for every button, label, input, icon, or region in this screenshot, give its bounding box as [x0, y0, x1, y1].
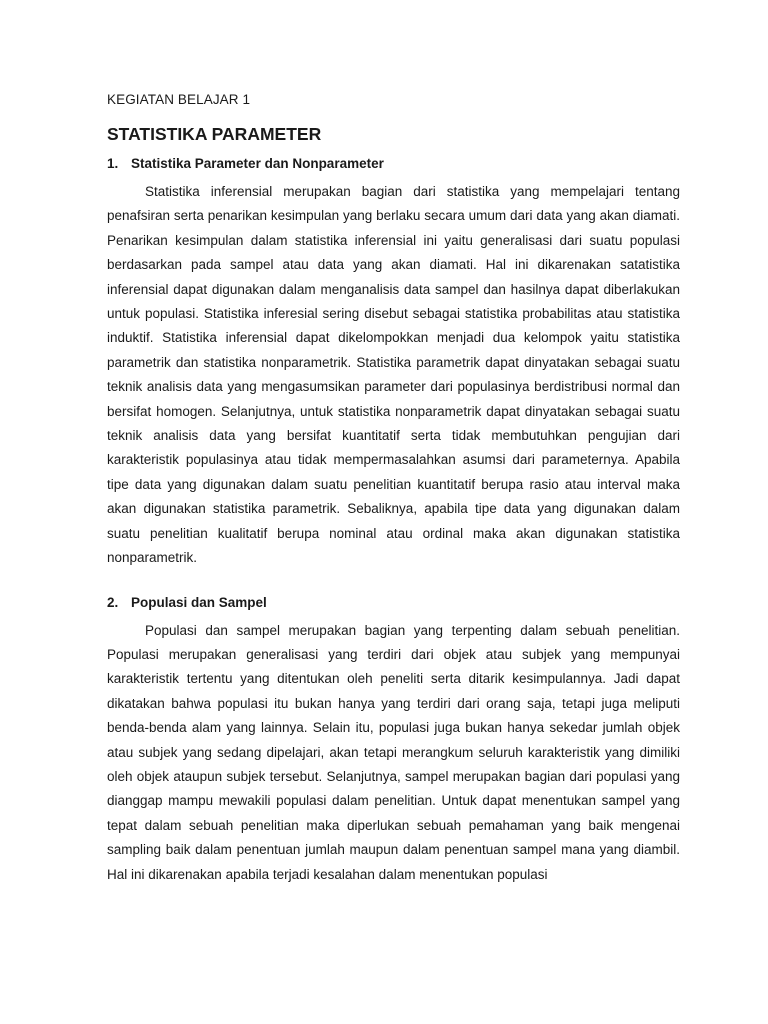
- section-number: 1.: [107, 156, 119, 171]
- section-paragraph: Populasi dan sampel merupakan bagian yang terpenting dalam sebuah penelitian. Populasi merupakan generalisasi yang terdiri dari objek atau subjek yang mempunyai karakteristik tertentu yang ditentukan oleh peneliti serta ditarik kesimpulannya. Jadi dapat dikatakan bahwa populasi itu bukan hanya yang terdiri dari orang saja, tetapi juga meliputi benda-benda alam yang lainnya. Selain itu, populasi juga bukan hanya sekedar jumlah objek atau subjek yang sedang dipelajari, akan tetapi merangkum seluruh karakteristik yang dimiliki oleh objek ataupun subjek tersebut. Selanjutnya, sampel merupakan bagian dari populasi yang dianggap mampu mewakili populasi dalam penelitian. Untuk dapat menentukan sampel yang tepat dalam sebuah penelitian maka diperlukan sebuah pemahaman yang baik mengenai sampling baik dalam penentuan jumlah maupun dalam penentuan sampel mana yang diambil. Hal ini dikarenakan apabila terjadi kesalahan dalam menentukan populasi: [107, 622, 680, 882]
- section-spacer: [107, 571, 680, 593]
- section-heading: [107, 154, 680, 174]
- section-number: 2.: [107, 594, 119, 610]
- section-1: [107, 154, 680, 571]
- section-title: Populasi dan Sampel: [131, 594, 267, 610]
- section-heading: [107, 593, 680, 613]
- activity-label: KEGIATAN BELAJAR 1: [107, 92, 251, 107]
- section-title: Statistika Parameter dan Nonparameter: [131, 156, 384, 171]
- section-paragraph: Statistika inferensial merupakan bagian dari statistika yang mempelajari tentang penafsiran serta penarikan kesimpulan yang berlaku secara umum dari data yang akan diamati. Penarikan kesimpulan dalam statistika inferensial ini yaitu generalisasi dari suatu populasi berdasarkan pada sampel atau data yang akan diamati. Hal ini dikarenakan satatistika inferensial dapat digunakan dalam menganalisis data sampel dan hasilnya dapat diberlakukan untuk populasi. Statistika inferesial sering disebut sebagai statistika probabilitas atau statistika induktif. Statistika inferensial dapat dikelompokkan menjadi dua kelompok yaitu statistika parametrik dan statistika nonparametrik. Statistika parametrik dapat dinyatakan sebagai suatu teknik analisis data yang mengasumsikan parameter dari populasinya berdistribusi normal dan bersifat homogen. Selanjutnya, untuk statistika nonparametrik dapat dinyatakan sebagai suatu teknik analisis data yang bersifat kuantitatif serta tidak membutuhkan pengujian dari karakteristik populasinya atau tidak mempermasalahkan asumsi dari parameternya. Apabila tipe data yang digunakan dalam suatu penelitian kuantitatif berupa rasio atau interval maka akan digunakan statistika parametrik. Sebaliknya, apabila tipe data yang digunakan dalam suatu penelitian kualitatif berupa nominal atau ordinal maka akan digunakan statistika nonparametrik.: [107, 184, 680, 566]
- document-page: [107, 90, 680, 887]
- section-2: [107, 593, 680, 887]
- page-title: STATISTIKA PARAMETER: [107, 124, 322, 144]
